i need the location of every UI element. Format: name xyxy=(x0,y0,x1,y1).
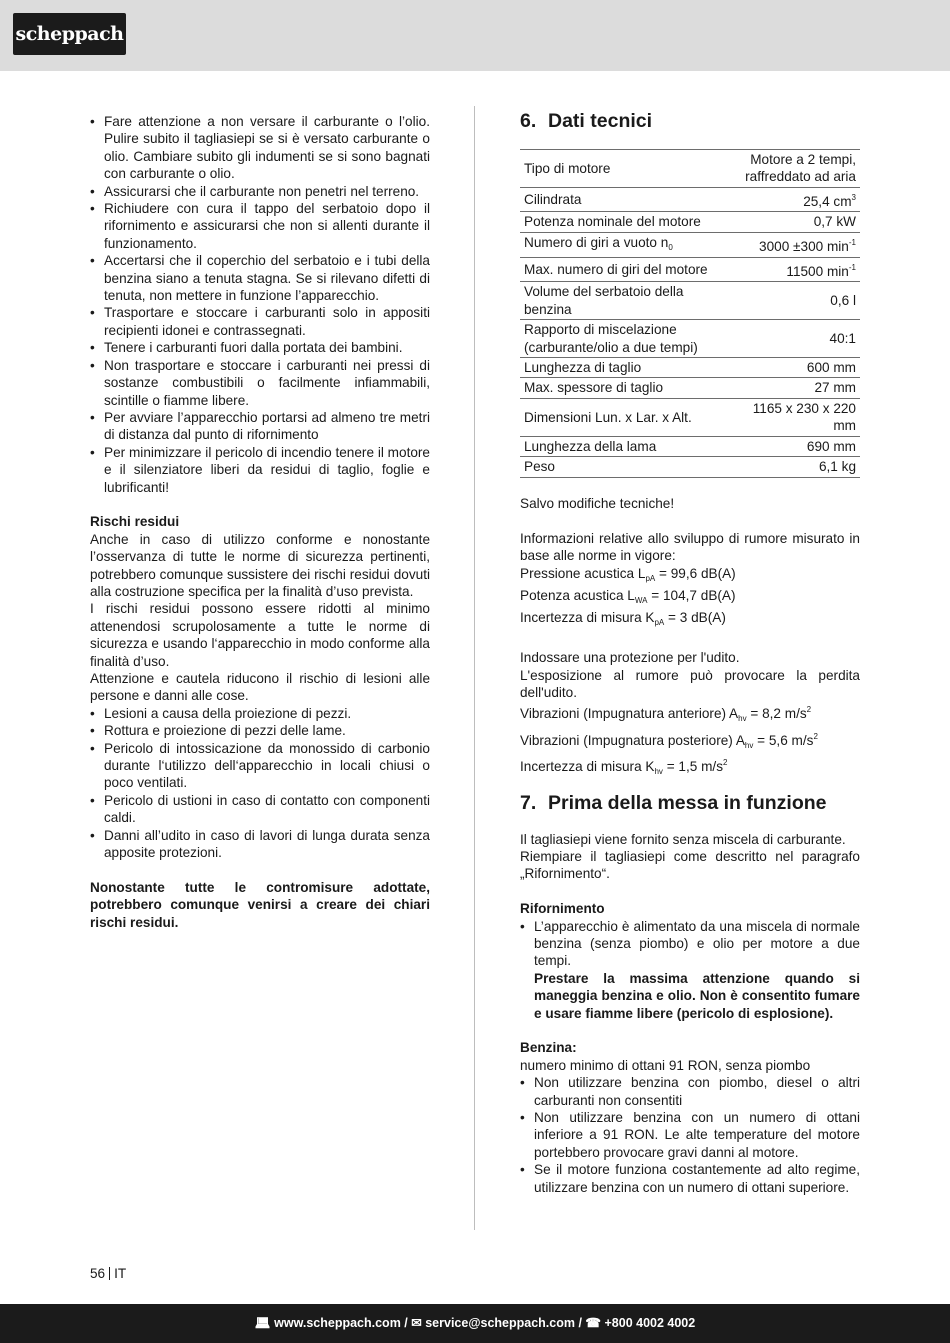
spec-row xyxy=(520,212,860,232)
spec-label: Numero di giri a vuoto $n_0$ xyxy=(520,232,731,257)
residual-paragraph: Anche in caso di utilizzo conforme e nonostante l’osservanza di tutte le norme di sicurezza pertinenti, potrebbero comunque sussistere dei rischi residui dovuti alla costruzione specifica per la finalità d’uso prevista. xyxy=(90,531,430,599)
list-item: • Danni all’udito in caso di lavori di lunga durata senza apposite protezioni. xyxy=(90,827,430,862)
before-use-paragraph: Riempiare il tagliasiepi come descritto nel paragrafo „Rifornimento“. xyxy=(520,848,860,882)
spec-row xyxy=(520,187,860,211)
list-item: • Richiudere con cura il tappo del serbatoio dopo il rifornimento e assicurarsi che non si allenti durante il funzionamento. xyxy=(90,200,430,252)
list-item: • Trasportare e stoccare i carburanti solo in appositi recipienti idonei e contrassegnati. xyxy=(90,304,430,339)
spec-label: Lunghezza di taglio xyxy=(520,358,731,378)
vibration-value: Incertezza di misura $K_{hv} = 1,5$ $m/s^2$ xyxy=(520,758,728,777)
noise-value: Potenza acustica $L_{WA} = 104,7$ dB(A) xyxy=(520,587,736,605)
spec-label: Max. numero di giri del motore xyxy=(520,258,731,282)
spec-value: 40:1 xyxy=(731,320,860,358)
list-item: • Assicurarsi che il carburante non penetri nel terreno. xyxy=(90,183,430,200)
spec-label: Cilindrata xyxy=(520,187,731,211)
list-item: • L’apparecchio è alimentato da una miscela di normale benzina (senza piombo) e olio per motore a due tempi. Prestare la massima attenzione quando si maneggia benzina e olio. Non è consentito fumare e usare fiamme libere (pericolo di esplosione). xyxy=(520,918,860,1022)
spec-row xyxy=(520,232,860,257)
spec-value: 0,7 kW xyxy=(731,212,860,232)
spec-row xyxy=(520,398,860,436)
spec-value: 0,6 l xyxy=(731,282,860,320)
list-item: • Rottura e proiezione di pezzi delle lame. xyxy=(90,722,430,739)
spec-value: Motore a 2 tempi, raffreddato ad aria xyxy=(731,150,860,188)
section-title: Prima della messa in funzione xyxy=(548,791,827,814)
footer-bar: 💻︎ www.scheppach.com / ✉︎ service@scheppach.com / ☎︎ +800 4002 4002 xyxy=(0,1304,950,1343)
noise-value: Pressione acustica $L_{pA} = 99,6$ dB(A) xyxy=(520,565,736,583)
noise-exposure-note: L'esposizione al rumore può provocare la perdita dell'udito. xyxy=(520,667,860,700)
email-link[interactable]: service@scheppach.com xyxy=(425,1316,575,1330)
safety-bullet-list xyxy=(90,113,430,496)
website-link[interactable]: www.scheppach.com xyxy=(274,1316,401,1330)
vibration-value: Vibrazioni (Impugnatura anteriore) $A_{hv} = 8,2$ $m/s^2$ xyxy=(520,705,812,724)
spec-label: Lunghezza della lama xyxy=(520,436,731,456)
computer-icon: 💻︎ xyxy=(254,1316,271,1330)
language-code: IT xyxy=(114,1266,127,1281)
spec-row xyxy=(520,258,860,282)
list-item: • Lesioni a causa della proiezione di pezzi. xyxy=(90,705,430,722)
list-item: • Pericolo di intossicazione da monossido di carbonio durante l‘utilizzo dell‘apparecchio in locali chiusi o poco ventilati. xyxy=(90,740,430,792)
residual-warning: Nonostante tutte le contromisure adottate, potrebbero comunque venirsi a creare dei chiari rischi residui. xyxy=(90,879,430,930)
list-item: • Se il motore funziona costantemente ad alto regime, utilizzare benzina con un numero di ottani superiore. xyxy=(520,1161,860,1196)
left-column xyxy=(90,113,430,931)
noise-value: Incertezza di misura $K_{pA} = 3$ dB(A) xyxy=(520,610,726,628)
refuel-warning: Prestare la massima attenzione quando si maneggia benzina e olio. Non è consentito fumare e usare fiamme libere (pericolo di esplosione). xyxy=(534,970,860,1021)
petrol-requirement: numero minimo di ottani 91 RON, senza piombo xyxy=(520,1057,811,1073)
spec-value: 3000 ±300 $\min^{-1}$ xyxy=(731,232,860,257)
phone-number[interactable]: +800 4002 4002 xyxy=(604,1316,696,1330)
list-item: • Per minimizzare il pericolo di incendio tenere il motore e il silenziatore liberi da residui di taglio, foglie e lubrificanti! xyxy=(90,444,430,496)
refuel-heading: Rifornimento xyxy=(520,901,605,917)
subject-to-change-note: Salvo modifiche tecniche! xyxy=(520,495,675,511)
vibration-value: Vibrazioni (Impugnatura posteriore) $A_{hv} = 5,6$ $m/s^2$ xyxy=(520,731,818,750)
spec-value: 1165 x 230 x 220 mm xyxy=(731,398,860,436)
spec-label: Rapporto di miscelazione (carburante/olio a due tempi) xyxy=(520,320,731,358)
section-heading-before-use xyxy=(520,791,860,815)
spec-label: Dimensioni Lun. x Lar. x Alt. xyxy=(520,398,731,436)
section-heading-technical-data xyxy=(520,109,860,133)
section-title: Dati tecnici xyxy=(548,110,653,132)
scheppach-logo: scheppach xyxy=(13,13,126,55)
spec-value: 25,4 $cm^3$ xyxy=(731,187,860,211)
list-item: • Non utilizzare benzina con un numero di ottani inferiore a 91 RON. Le alte temperature del motore portebbero provocare gravi danni al motore. xyxy=(520,1109,860,1161)
section-number: 6. xyxy=(520,110,537,132)
mail-icon: ✉︎ xyxy=(411,1316,422,1330)
residual-paragraph: I rischi residui possono essere ridotti al minimo attenendosi scrupolosamente a tutte le norme di sicurezza e usando l‘apparecchio in modo conforme alla finalità d’uso. xyxy=(90,601,430,669)
list-item: • Accertarsi che il coperchio del serbatoio e i tubi della benzina siano a tenuta stagna. Se si rilevano difetti di tenuta, non mettere in funzione l’apparecchio. xyxy=(90,252,430,304)
technical-data-table xyxy=(520,149,860,478)
list-item: • Pericolo di ustioni in caso di contatto con componenti caldi. xyxy=(90,792,430,827)
spec-label: Volume del serbatoio della benzina xyxy=(520,282,731,320)
petrol-bullet-list xyxy=(520,1074,860,1196)
list-item: • Fare attenzione a non versare il carburante o l’olio. Pulire subito il tagliasiepi se si è versato carburante o olio. Cambiare subito gli indumenti se si sono bagnati con carburante o olio. xyxy=(90,113,430,183)
spec-value: 27 mm xyxy=(731,378,860,398)
spec-label: Potenza nominale del motore xyxy=(520,212,731,232)
right-column xyxy=(520,110,860,1196)
list-item: • Non trasportare e stoccare i carburanti nei pressi di sostanze combustibili o facilmente infiammabili, scintille o fiamme libere. xyxy=(90,357,430,409)
petrol-heading: Benzina: xyxy=(520,1040,577,1056)
spec-row xyxy=(520,436,860,456)
list-item: • Per avviare l’apparecchio portarsi ad almeno tre metri di distanza dal punto di rifornimento xyxy=(90,409,430,444)
spec-row xyxy=(520,150,860,188)
section-number: 7. xyxy=(520,791,537,814)
spec-label: Peso xyxy=(520,457,731,477)
phone-icon: ☎︎ xyxy=(585,1316,601,1330)
spec-row xyxy=(520,320,860,358)
spec-value: 6,1 kg xyxy=(731,457,860,477)
spec-value: 11500 $\min^{-1}$ xyxy=(731,258,860,282)
spec-row xyxy=(520,358,860,378)
header-bar xyxy=(0,0,950,71)
residual-paragraph: Attenzione e cautela riducono il rischio di lesioni alle persone e danni alle cose. xyxy=(90,670,430,704)
spec-row xyxy=(520,378,860,398)
residual-bullet-list xyxy=(90,705,430,862)
spec-label: Tipo di motore xyxy=(520,150,731,188)
spec-label: Max. spessore di taglio xyxy=(520,378,731,398)
hearing-protection-note: Indossare una protezione per l'udito. xyxy=(520,650,740,666)
noise-intro: Informazioni relative allo sviluppo di rumore misurato in base alle norme in vigore: xyxy=(520,530,860,564)
refuel-list xyxy=(520,918,860,1022)
page-number: 56 IT xyxy=(90,1266,127,1281)
spec-value: 690 mm xyxy=(731,436,860,456)
list-item: • Non utilizzare benzina con piombo, diesel o altri carburanti non consentiti xyxy=(520,1074,860,1109)
spec-row xyxy=(520,282,860,320)
spec-value: 600 mm xyxy=(731,358,860,378)
spec-row xyxy=(520,457,860,477)
column-divider xyxy=(474,106,475,1230)
residual-risks-heading: Rischi residui xyxy=(90,514,180,530)
before-use-paragraph: Il tagliasiepi viene fornito senza miscela di carburante. xyxy=(520,831,846,847)
list-item: • Tenere i carburanti fuori dalla portata dei bambini. xyxy=(90,339,430,356)
